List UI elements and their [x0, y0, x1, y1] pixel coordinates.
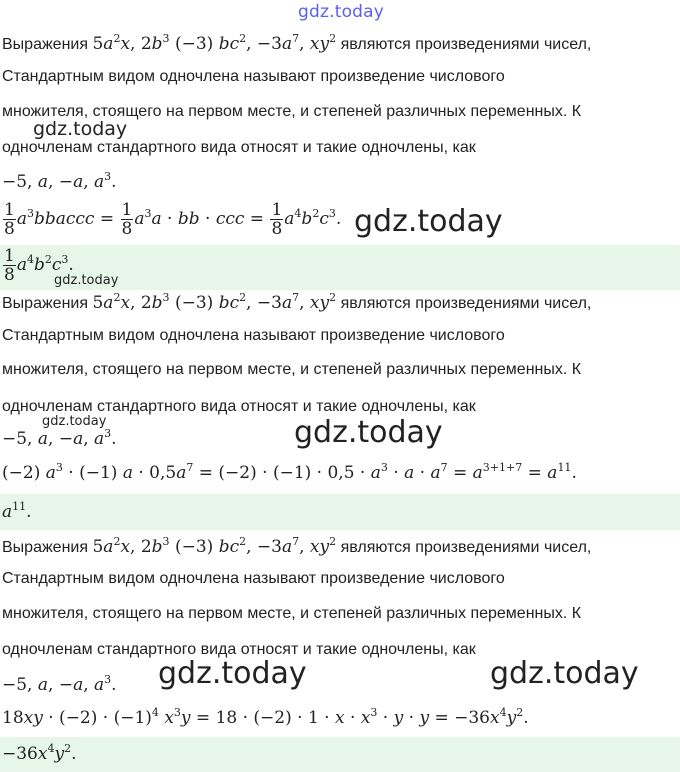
task3-answer-band: [0, 737, 680, 772]
task2-answer-band: [0, 494, 680, 530]
paragraph-line-2: Стандартным видом одночлена называют произведение числового: [2, 68, 505, 85]
watermark-large: gdz.today: [294, 415, 443, 450]
watermark-label: gdz.today: [33, 118, 128, 140]
intro-prefix: Выражения: [2, 295, 89, 312]
task2-solution: (−2) $a^3 \cdot (-1) a \cdot 0,5a^7 = (-2) \cdot (-1) \cdot 0,5 \cdot a^3 \cdot a \cdot a^7 = a^{3+1+7} = a^{11}$.: [2, 461, 577, 483]
task3-answer: $-36x^4y^2$.: [2, 742, 77, 764]
intro-expressions: $5a^2x$, $2b^3$ (−3) $bc^2$, $-3a^7$, $xy^2$: [92, 535, 337, 557]
task2-answer: $a^{11}$.: [2, 500, 32, 522]
paragraph-line-4: одночленам стандартного вида относят и такие одночлены, как: [2, 641, 476, 658]
top-watermark: gdz.today: [298, 2, 385, 22]
examples-line: −5, a, −a, $a^3$.: [2, 427, 117, 449]
intro-expressions: $5a^2x$, $2b^3$ (−3) $bc^2$, $-3a^7$, $xy^2$: [92, 291, 337, 313]
examples-line: −5, a, −a, $a^3$.: [2, 673, 117, 695]
task1-solution: $\frac{1}{8}$ $a^3bbaccc$ = $\frac{1}{8}$ $a^3a$ · bb · ccc = $\frac{1}{8}$ $a^4b^2c^3$.: [4, 200, 342, 239]
task3-solution: $18xy \cdot (-2) \cdot (-1)^4$ $x^3y = 18 \cdot (-2) \cdot 1 \cdot x \cdot x^3 \cdot y \cdot y = -36x^4y^2$.: [2, 706, 529, 728]
intro-suffix: являются произведениями чисел,: [340, 295, 592, 312]
paragraph-line-3: множителя, стоящего на первом месте, и степеней различных переменных. К: [2, 361, 582, 378]
paragraph-line-2: Стандартным видом одночлена называют произведение числового: [2, 570, 505, 587]
intro-line-1: [2, 34, 591, 55]
intro-suffix: являются произведениями чисел,: [340, 36, 592, 53]
intro-suffix: являются произведениями чисел,: [340, 539, 592, 556]
intro-prefix: Выражения: [2, 539, 89, 556]
paragraph-line-4: одночленам стандартного вида относят и такие одночлены, как: [2, 139, 476, 156]
paragraph-line-3: множителя, стоящего на первом месте, и степеней различных переменных. К: [2, 103, 582, 120]
paragraph-line-2: Стандартным видом одночлена называют произведение числового: [2, 327, 505, 344]
paragraph-line-3: множителя, стоящего на первом месте, и степеней различных переменных. К: [2, 605, 582, 622]
examples-line: −5, a, −a, $a^3$.: [2, 170, 117, 192]
intro-line-1: [2, 293, 591, 314]
watermark-large: gdz.today: [490, 656, 639, 691]
watermark-large: gdz.today: [354, 204, 503, 239]
watermark-small: gdz.today: [54, 273, 119, 288]
task1-answer: $\frac{1}{8}$ $a^4b^2c^3$.: [4, 246, 74, 285]
watermark-large: gdz.today: [158, 656, 307, 691]
intro-line-1: [2, 537, 591, 558]
intro-expressions: $5a^2x$, $2b^3$ (−3) $bc^2$, $-3a^7$, $xy^2$: [92, 32, 337, 54]
watermark-small: gdz.today: [42, 414, 107, 429]
paragraph-line-4: одночленам стандартного вида относят и такие одночлены, как: [2, 398, 476, 415]
intro-prefix: Выражения: [2, 36, 89, 53]
